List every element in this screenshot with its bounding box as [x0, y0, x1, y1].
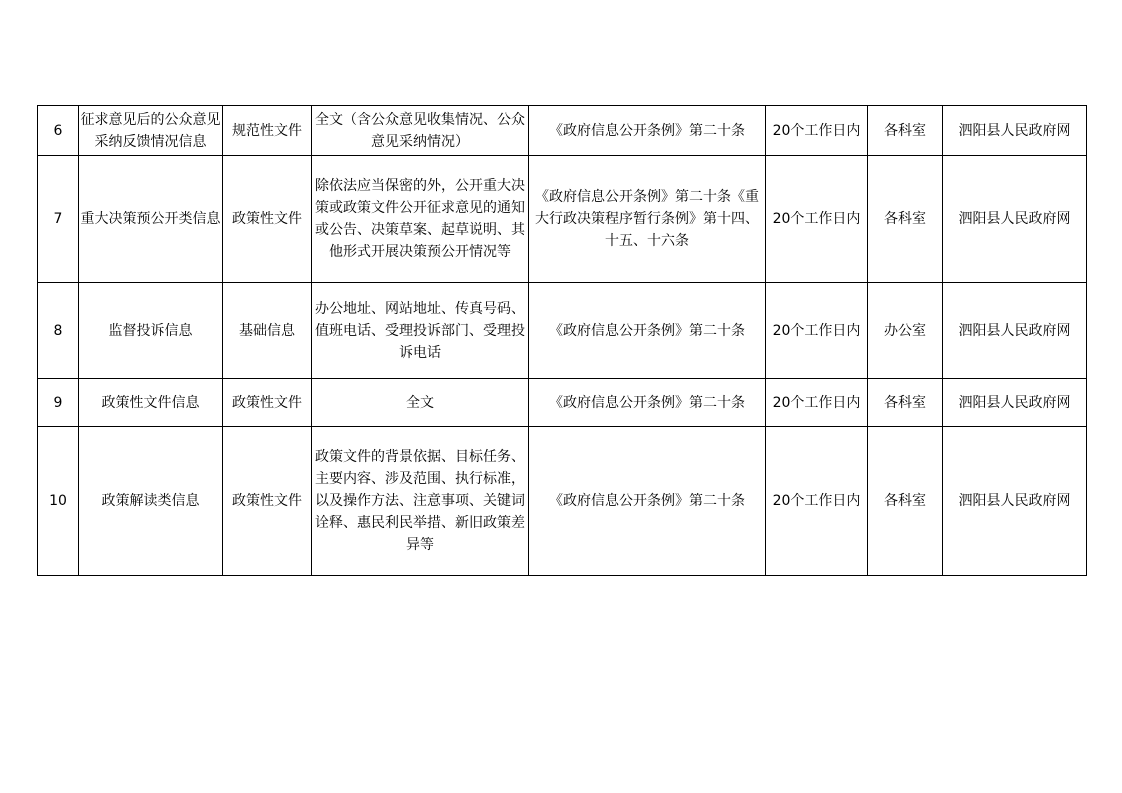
legal-basis: 《政府信息公开条例》第二十条: [529, 427, 766, 576]
info-content: 办公地址、网站地址、传真号码、值班电话、受理投诉部门、受理投诉电话: [312, 283, 529, 379]
table-row: [38, 106, 1087, 156]
info-name: 政策性文件信息: [79, 379, 223, 427]
info-category: 政策性文件: [223, 156, 312, 283]
responsible-dept: 各科室: [868, 106, 943, 156]
row-number: 6: [38, 106, 79, 156]
publish-channel: 泗阳县人民政府网: [943, 156, 1087, 283]
time-limit: 20个工作日内: [766, 156, 868, 283]
info-content: 政策文件的背景依据、目标任务、主要内容、涉及范围、执行标准，以及操作方法、注意事项、关键词诠释、惠民利民举措、新旧政策差异等: [312, 427, 529, 576]
responsible-dept: 各科室: [868, 379, 943, 427]
row-number: 8: [38, 283, 79, 379]
info-category: 政策性文件: [223, 427, 312, 576]
legal-basis: 《政府信息公开条例》第二十条: [529, 379, 766, 427]
row-number: 7: [38, 156, 79, 283]
row-number: 9: [38, 379, 79, 427]
table-row: [38, 283, 1087, 379]
time-limit: 20个工作日内: [766, 379, 868, 427]
info-name: 政策解读类信息: [79, 427, 223, 576]
table-row: [38, 427, 1087, 576]
row-number: 10: [38, 427, 79, 576]
time-limit: 20个工作日内: [766, 283, 868, 379]
disclosure-table: [37, 105, 1087, 576]
legal-basis: 《政府信息公开条例》第二十条《重大行政决策程序暂行条例》第十四、十五、十六条: [529, 156, 766, 283]
responsible-dept: 各科室: [868, 427, 943, 576]
info-category: 政策性文件: [223, 379, 312, 427]
table-row: [38, 379, 1087, 427]
legal-basis: 《政府信息公开条例》第二十条: [529, 283, 766, 379]
publish-channel: 泗阳县人民政府网: [943, 106, 1087, 156]
info-content: 全文: [312, 379, 529, 427]
publish-channel: 泗阳县人民政府网: [943, 283, 1087, 379]
info-content: 全文（含公众意见收集情况、公众意见采纳情况）: [312, 106, 529, 156]
info-category: 基础信息: [223, 283, 312, 379]
table-row: [38, 156, 1087, 283]
responsible-dept: 办公室: [868, 283, 943, 379]
time-limit: 20个工作日内: [766, 427, 868, 576]
info-name: 重大决策预公开类信息: [79, 156, 223, 283]
info-name: 征求意见后的公众意见采纳反馈情况信息: [79, 106, 223, 156]
info-content: 除依法应当保密的外，公开重大决策或政策文件公开征求意见的通知或公告、决策草案、起草说明、其他形式开展决策预公开情况等: [312, 156, 529, 283]
info-category: 规范性文件: [223, 106, 312, 156]
publish-channel: 泗阳县人民政府网: [943, 427, 1087, 576]
legal-basis: 《政府信息公开条例》第二十条: [529, 106, 766, 156]
responsible-dept: 各科室: [868, 156, 943, 283]
time-limit: 20个工作日内: [766, 106, 868, 156]
publish-channel: 泗阳县人民政府网: [943, 379, 1087, 427]
info-name: 监督投诉信息: [79, 283, 223, 379]
